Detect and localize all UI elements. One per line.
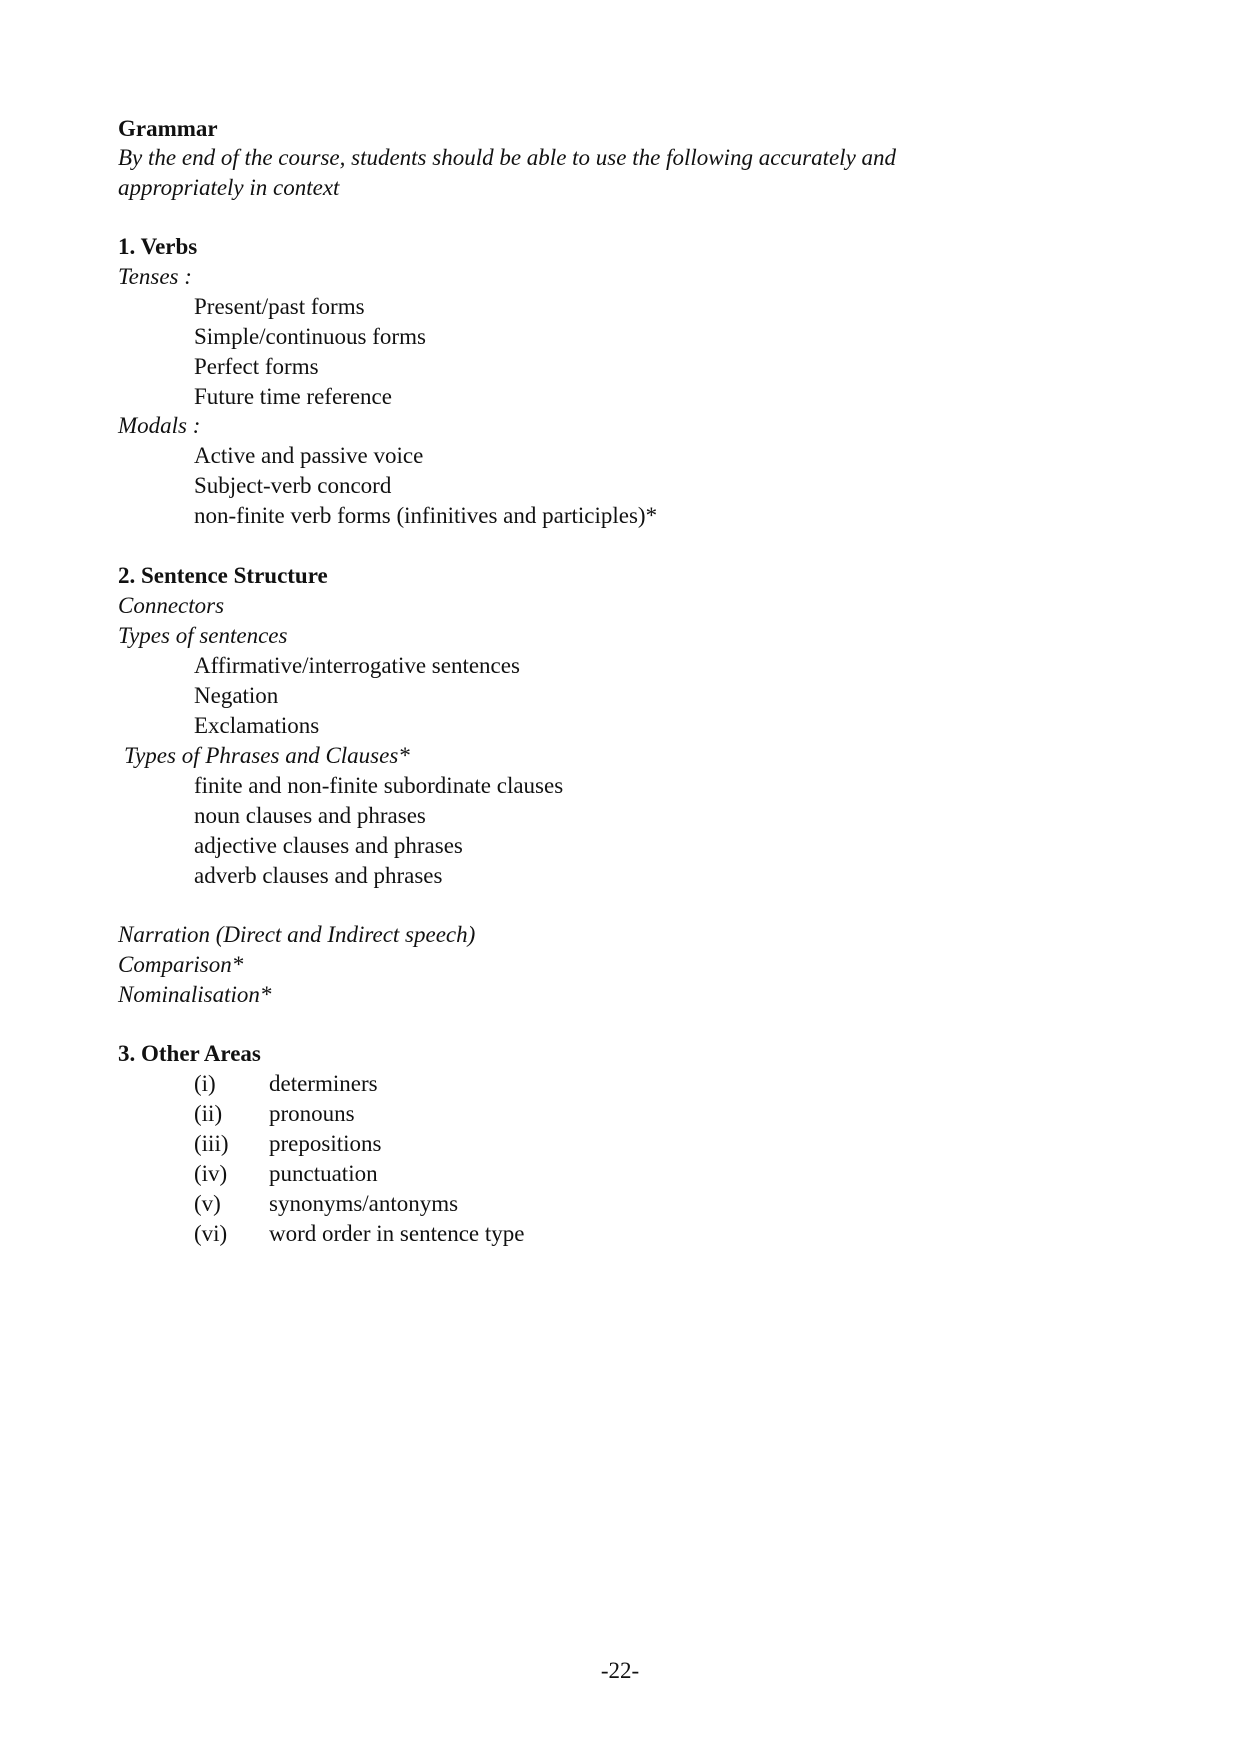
list-item: determiners — [269, 1071, 378, 1096]
list-item-number: (v) — [194, 1191, 221, 1216]
list-item: prepositions — [269, 1131, 382, 1156]
list-item: Future time reference — [194, 384, 392, 409]
list-item: adjective clauses and phrases — [194, 833, 463, 858]
page-number: -22- — [600, 1658, 640, 1683]
list-item: Exclamations — [194, 713, 320, 738]
list-item: Perfect forms — [194, 354, 319, 379]
phrases-clauses-label: Types of Phrases and Clauses* — [124, 743, 410, 768]
types-of-sentences-label: Types of sentences — [118, 623, 288, 648]
list-item-number: (iv) — [194, 1161, 228, 1186]
list-item-number: (ii) — [194, 1101, 223, 1126]
list-item: adverb clauses and phrases — [194, 863, 443, 888]
comparison-label: Comparison* — [118, 952, 244, 977]
list-item: Affirmative/interrogative sentences — [194, 653, 520, 678]
list-item: finite and non-finite subordinate clauses — [194, 773, 564, 798]
list-item: non-finite verb forms (infinitives and participles)* — [194, 503, 658, 528]
connectors-label: Connectors — [118, 593, 225, 618]
list-item: Subject-verb concord — [194, 473, 392, 498]
section-other-areas-title: 3. Other Areas — [118, 1041, 261, 1066]
tenses-label: Tenses : — [118, 264, 192, 289]
list-item: Active and passive voice — [194, 443, 424, 468]
list-item: noun clauses and phrases — [194, 803, 426, 828]
modals-label: Modals : — [118, 413, 201, 438]
list-item: Negation — [194, 683, 279, 708]
list-item: Simple/continuous forms — [194, 324, 426, 349]
section-verbs-title: 1. Verbs — [118, 234, 198, 259]
list-item: synonyms/antonyms — [269, 1191, 459, 1216]
section-sentence-structure-title: 2. Sentence Structure — [118, 563, 328, 588]
list-item: word order in sentence type — [269, 1221, 525, 1246]
list-item-number: (i) — [194, 1071, 216, 1096]
intro-line-1: By the end of the course, students should be able to use the following accurately and — [118, 145, 897, 170]
list-item: pronouns — [269, 1101, 355, 1126]
narration-label: Narration (Direct and Indirect speech) — [118, 922, 476, 947]
list-item-number: (iii) — [194, 1131, 229, 1156]
page-heading: Grammar — [118, 116, 218, 141]
list-item: punctuation — [269, 1161, 378, 1186]
list-item: Present/past forms — [194, 294, 365, 319]
intro-line-2: appropriately in context — [118, 175, 340, 200]
list-item-number: (vi) — [194, 1221, 228, 1246]
nominalisation-label: Nominalisation* — [118, 982, 272, 1007]
